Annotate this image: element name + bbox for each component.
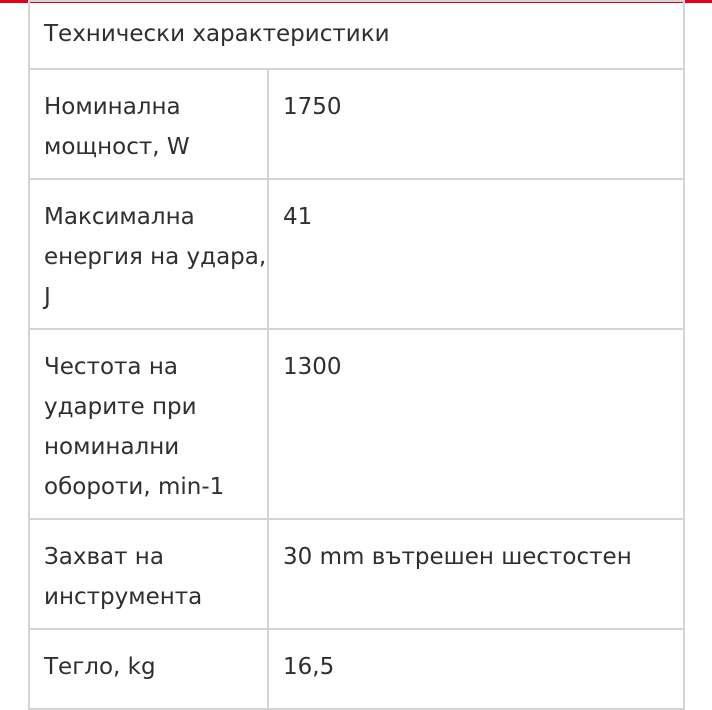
spec-label: Захват на инструмента xyxy=(29,519,268,629)
spec-value: 16,5 xyxy=(268,629,684,709)
spec-value: 1750 xyxy=(268,69,684,179)
spec-table xyxy=(28,0,685,710)
table-row xyxy=(29,179,684,329)
spec-value: 1300 xyxy=(268,329,684,519)
table-row xyxy=(29,329,684,519)
spec-label: Максимална енергия на удара, J xyxy=(29,179,268,329)
table-title: Технически характеристики xyxy=(29,1,684,69)
spec-label: Номинална мощност, W xyxy=(29,69,268,179)
table-row xyxy=(29,69,684,179)
spec-label: Тегло, kg xyxy=(29,629,268,709)
spec-value: 30 mm вътрешен шестостен xyxy=(268,519,684,629)
table-header-row xyxy=(29,1,684,69)
table-row xyxy=(29,629,684,709)
table-row xyxy=(29,519,684,629)
spec-label: Честота на ударите при номинални обороти, min-1 xyxy=(29,329,268,519)
spec-value: 41 xyxy=(268,179,684,329)
